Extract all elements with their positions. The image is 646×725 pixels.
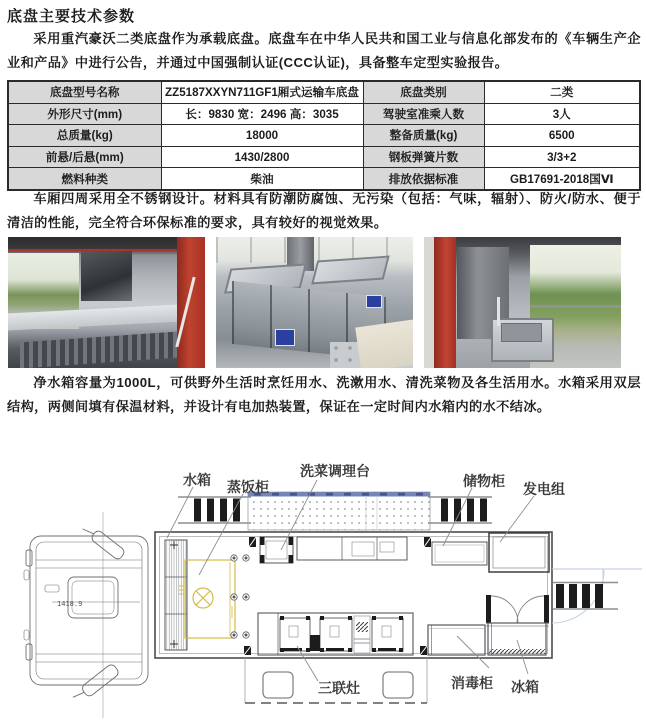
fridge-fixture xyxy=(488,623,546,655)
photo-guardrail xyxy=(530,305,621,308)
cab-mirror-bottom xyxy=(71,663,120,705)
spec-label: 燃料种类 xyxy=(8,168,161,190)
spec-value: 6500 xyxy=(484,125,640,147)
table-row xyxy=(8,146,640,168)
spec-label: 底盘类别 xyxy=(363,81,484,103)
label-wash-counter: 洗菜调理台 xyxy=(300,463,370,479)
right-entry-steps xyxy=(428,497,492,523)
spec-value: GB17691-2018国Ⅵ xyxy=(484,168,640,190)
spec-label: 前悬/后悬(mm) xyxy=(8,146,161,168)
box-body-outline xyxy=(155,532,552,658)
double-doors xyxy=(486,595,549,626)
table-row xyxy=(8,125,640,147)
spec-value: 柴油 xyxy=(161,168,363,190)
photo-left-light-strip xyxy=(424,237,434,368)
spec-label: 总质量(kg) xyxy=(8,125,161,147)
label-disinfection: 消毒柜 xyxy=(451,675,493,691)
photo-red-frame xyxy=(434,237,456,368)
steamer-cabinet-fixture xyxy=(179,560,237,638)
photo-faucet xyxy=(497,297,500,326)
photo-sink-basin xyxy=(501,323,542,342)
top-platform xyxy=(248,492,430,530)
label-steamer: 蒸饭柜 xyxy=(227,479,269,495)
floor-drains xyxy=(231,555,249,638)
table-row xyxy=(8,103,640,125)
photo-range-hood xyxy=(81,251,132,301)
paragraph-chassis-intro: 采用重汽豪沃二类底盘作为承载底盘。底盘车在中华人民共和国工业与信息化部发布的《车辆生产企业和产品》中进行公告，并通过中国强制认证(CCC认证)，具备整车定型实验报告。 xyxy=(7,31,641,70)
photo-sink-corner xyxy=(424,237,621,368)
generator-fixture xyxy=(489,533,549,572)
water-tank-fixture xyxy=(165,540,187,650)
spec-label: 钢板弹簧片数 xyxy=(363,146,484,168)
paragraph-stainless-steel: 车厢四周采用全不锈钢设计。材料具有防潮防腐蚀、无污染（包括：气味，辐射）、防火/防水、便于清洁的性能，完全符合环保标准的要求，具有较好的视觉效果。 xyxy=(7,191,641,230)
label-storage: 储物柜 xyxy=(463,473,505,489)
photo-worktop-corner xyxy=(355,319,413,368)
paragraph-water-tank: 净水箱容量为1000L，可供野外生活时烹饪用水、洗漱用水、清洗菜物及各生活用水。水箱采用双层结构，两侧间填有保温材料，并设计有电加热装置，保证在一定时间内水箱内的水不结冰。 xyxy=(7,375,641,414)
photo-red-door-frame xyxy=(177,237,205,368)
spec-label: 整备质量(kg) xyxy=(363,125,484,147)
spec-value: 二类 xyxy=(484,81,640,103)
left-entry-steps xyxy=(178,497,251,523)
spec-value: 长：9830 宽：2496 高：3035 xyxy=(161,103,363,125)
rear-steps xyxy=(552,569,642,623)
spec-label: 排放依据标准 xyxy=(363,168,484,190)
storage-cabinet-fixture xyxy=(432,542,487,565)
label-water-tank: 水箱 xyxy=(183,472,211,488)
triple-stove-fixture xyxy=(258,613,413,655)
vehicle-floor-plan-diagram xyxy=(0,430,646,725)
outdoor-stool-right xyxy=(383,672,413,698)
disinfection-cabinet-fixture xyxy=(428,625,485,655)
spec-value: ZZ5187XXYN711GF1厢式运输车底盘 xyxy=(161,81,363,103)
page-title: 底盘主要技术参数 xyxy=(7,8,136,25)
prep-counter-fixture xyxy=(297,537,407,560)
photo-blue-sticker-1 xyxy=(275,329,295,347)
wash-sink-fixture xyxy=(260,537,293,563)
chassis-spec-table xyxy=(7,80,641,191)
spec-label: 驾驶室准乘人数 xyxy=(363,103,484,125)
spec-label: 外形尺寸(mm) xyxy=(8,103,161,125)
spec-value: 3人 xyxy=(484,103,640,125)
outdoor-stool-left xyxy=(263,672,293,698)
spec-value: 18000 xyxy=(161,125,363,147)
spec-label: 底盘型号名称 xyxy=(8,81,161,103)
label-generator: 发电组 xyxy=(523,481,565,497)
photo-steamer-cabinets xyxy=(216,237,413,368)
label-fridge: 冰箱 xyxy=(511,679,539,695)
photo-kitchen-interior-left xyxy=(8,237,205,368)
spec-value: 1430/2800 xyxy=(161,146,363,168)
label-triple-stove: 三联灶 xyxy=(318,680,360,696)
cab-dimension-text: 1418.9 xyxy=(57,600,83,608)
photo-blue-sticker-2 xyxy=(366,295,382,309)
table-row xyxy=(8,81,640,103)
spec-value: 3/3+2 xyxy=(484,146,640,168)
truck-cab-drawing xyxy=(24,512,148,718)
